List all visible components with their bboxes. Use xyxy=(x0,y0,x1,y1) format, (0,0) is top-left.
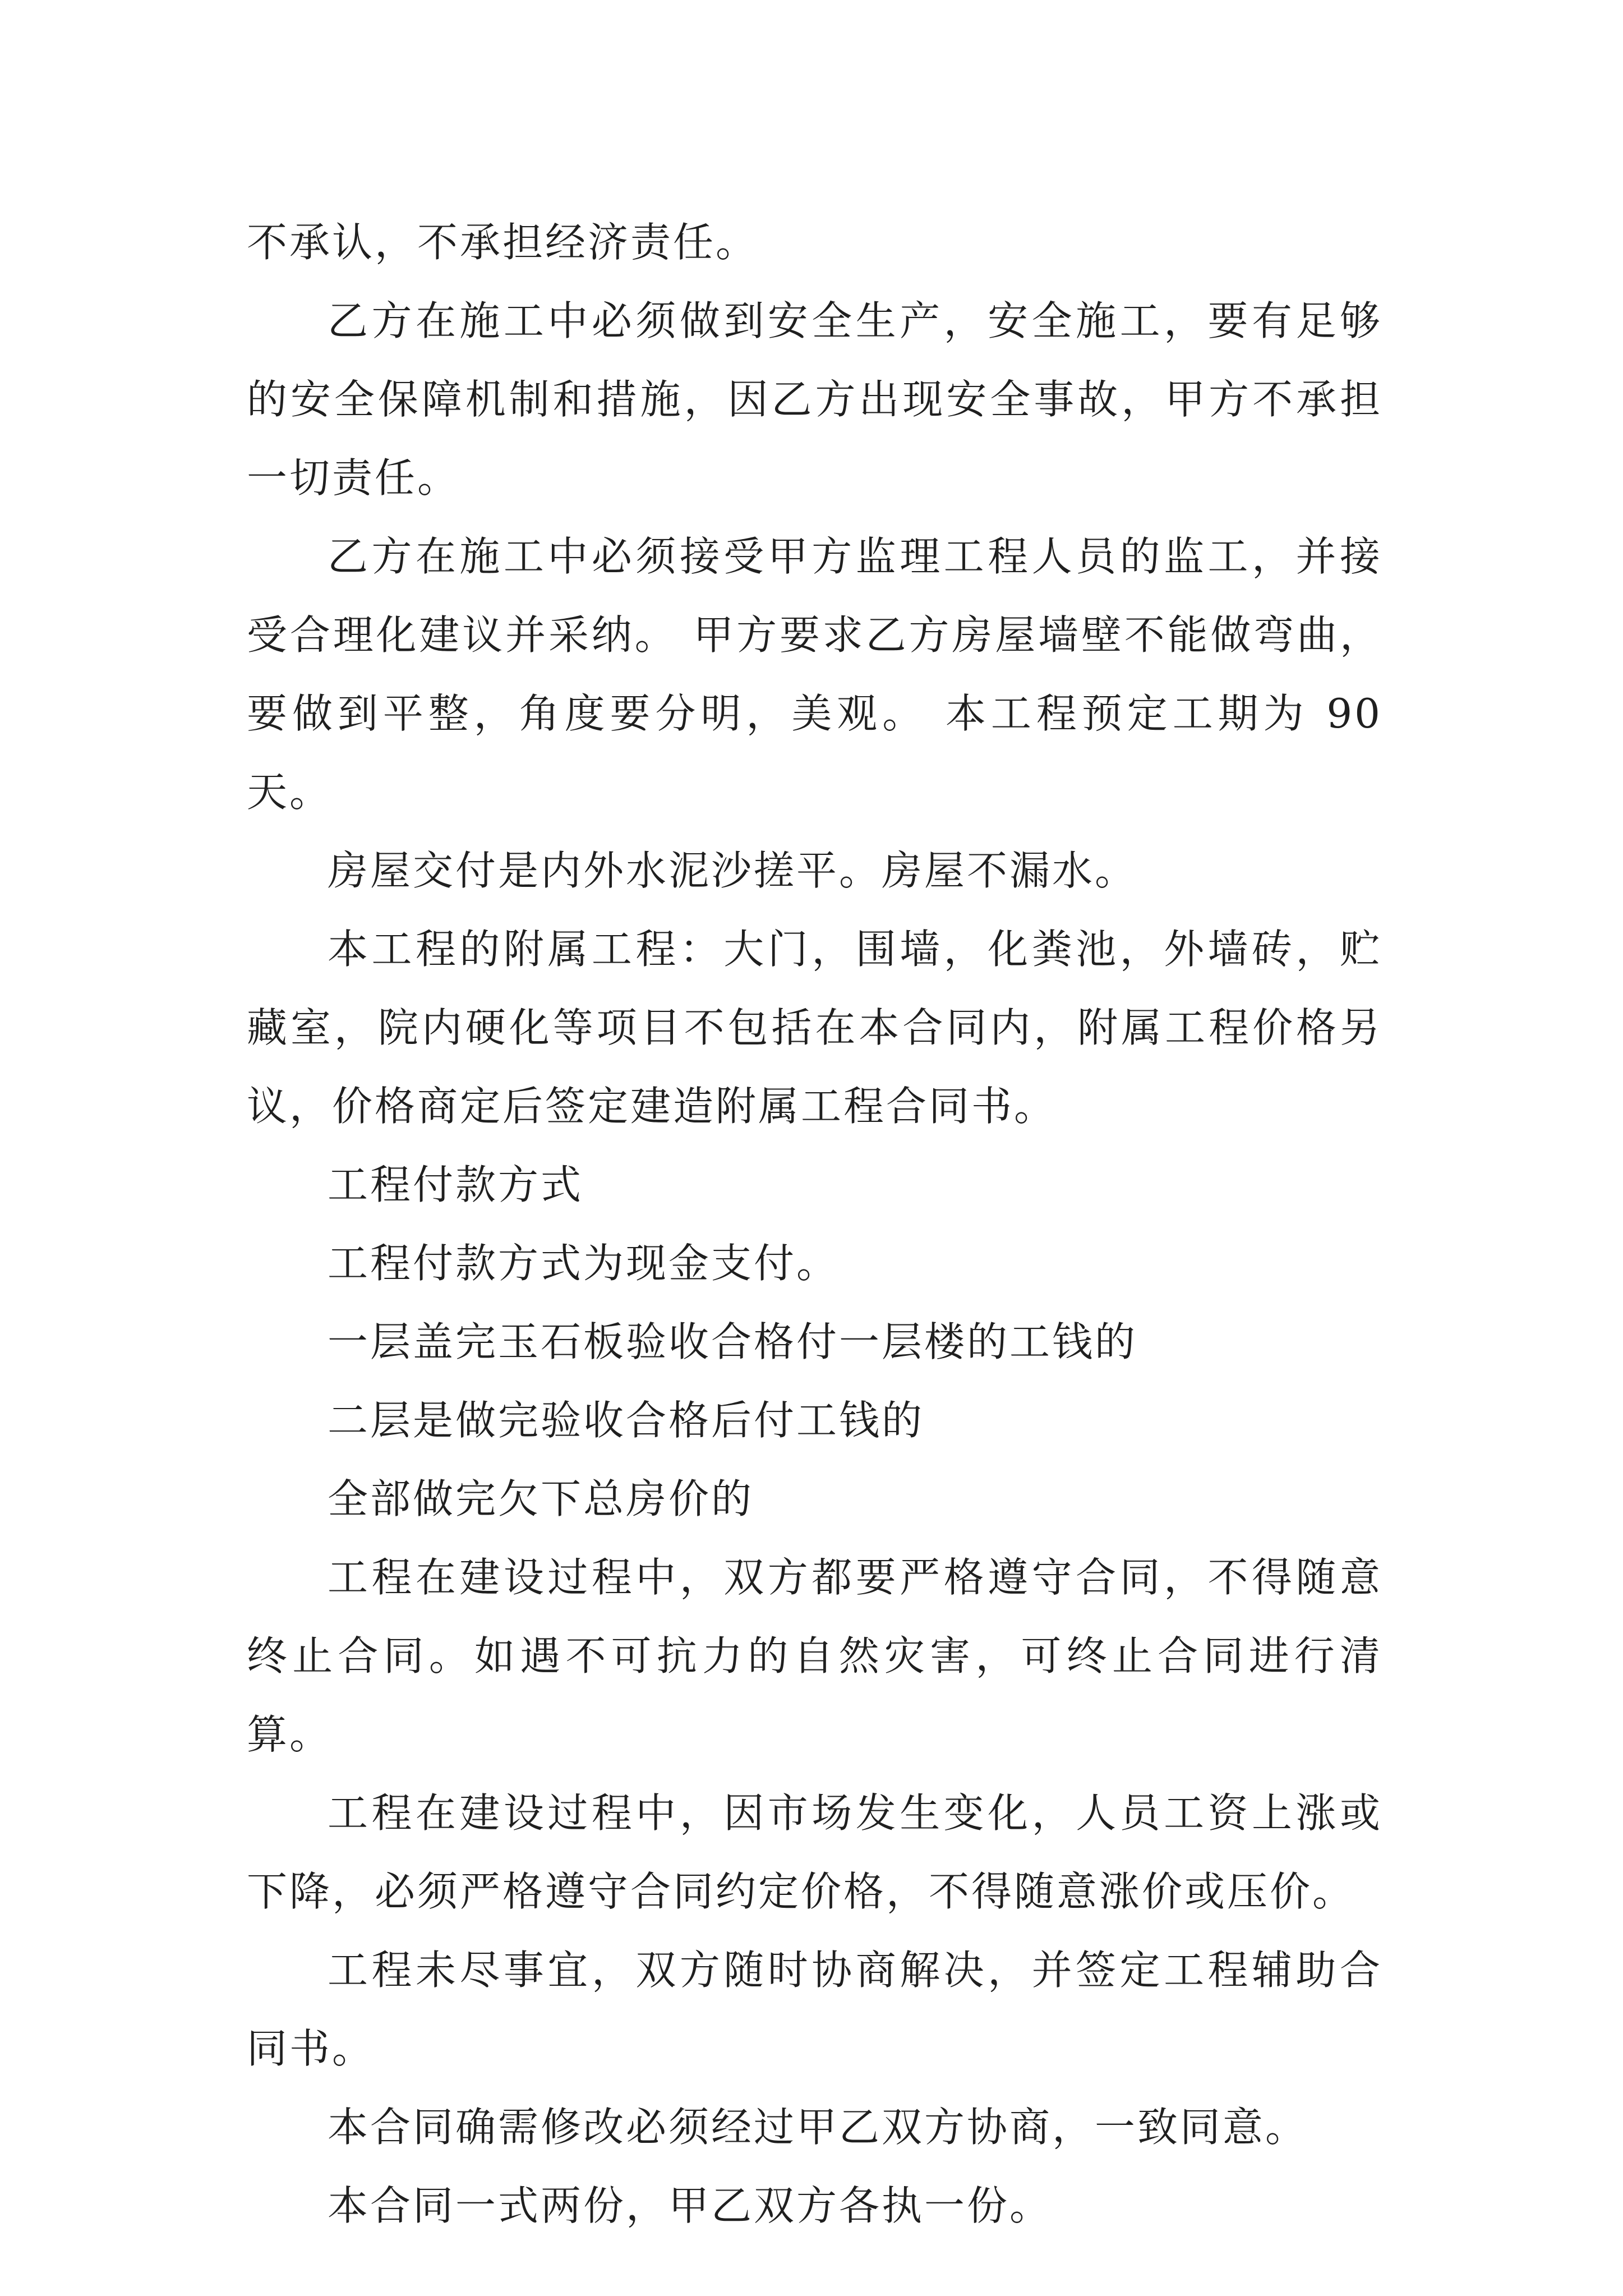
paragraph-supervision: 乙方在施工中必须接受甲方监理工程人员的监工，并接受合理化建议并采纳。 甲方要求乙方房屋墙壁不能做弯曲，要做到平整，角度要分明，美观。 本工程预定工期为 90 天。 xyxy=(247,533,1382,816)
paragraph-delivery: 房屋交付是内外水泥沙搓平。房屋不漏水。 xyxy=(328,847,1138,894)
paragraph-payment-heading: 工程付款方式 xyxy=(328,1161,584,1208)
paragraph-termination: 工程在建设过程中，双方都要严格遵守合同，不得随意终止合同。如遇不可抗力的自然灾害，可终止合同进行清算。 xyxy=(247,1554,1382,1758)
paragraph-amendment: 本合同确需修改必须经过甲乙双方协商，一致同意。 xyxy=(328,2104,1308,2151)
paragraph-continuation: 不承认，不承担经济责任。 xyxy=(247,219,759,266)
paragraph-price-fixed: 工程在建设过程中，因市场发生变化，人员工资上涨或下降，必须严格遵守合同约定价格，不得随意涨价或压价。 xyxy=(247,1789,1382,1915)
paragraph-safety: 乙方在施工中必须做到安全生产，安全施工，要有足够的安全保障机制和措施，因乙方出现安全事故，甲方不承担一切责任。 xyxy=(247,297,1382,501)
document-page xyxy=(247,203,1382,2245)
paragraph-outstanding-matters: 工程未尽事宜，双方随时协商解决，并签定工程辅助合同书。 xyxy=(247,1947,1382,2072)
paragraph-payment-method: 工程付款方式为现金支付。 xyxy=(328,1240,840,1287)
paragraph-payment-floor-one: 一层盖完玉石板验收合格付一层楼的工钱的 xyxy=(328,1318,1138,1365)
paragraph-payment-final: 全部做完欠下总房价的 xyxy=(328,1475,754,1522)
paragraph-payment-floor-two: 二层是做完验收合格后付工钱的 xyxy=(328,1397,925,1444)
paragraph-copies: 本合同一式两份，甲乙双方各执一份。 xyxy=(328,2182,1053,2229)
paragraph-ancillary-works: 本工程的附属工程：大门，围墙，化粪池，外墙砖，贮藏室，院内硬化等项目不包括在本合同内，附属工程价格另议，价格商定后签定建造附属工程合同书。 xyxy=(247,926,1382,1130)
